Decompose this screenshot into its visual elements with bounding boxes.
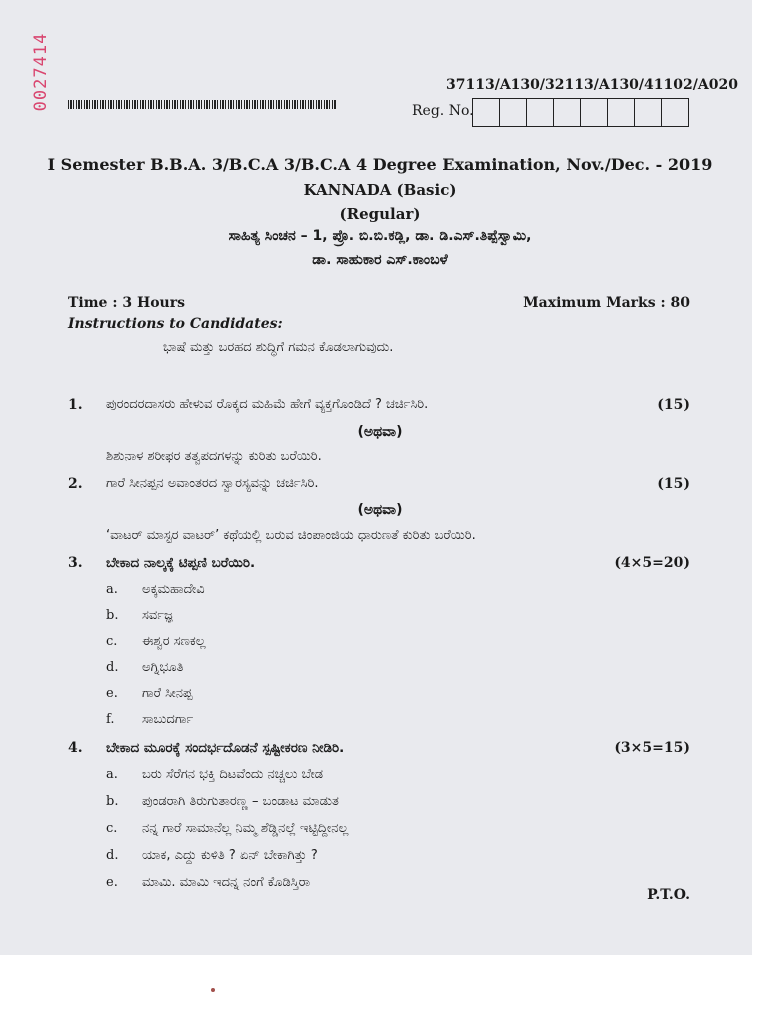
q4-item-text: ಯಾಕ, ಎದ್ದು ಕುಳಿತಿ ? ಏನ್ ಬೇಕಾಗಿತ್ತು ? bbox=[142, 848, 318, 863]
q3-text: ಬೇಕಾದ ನಾಲ್ಕಕ್ಕೆ ಟಿಪ್ಪಣಿ ಬರೆಯಿರಿ. bbox=[106, 555, 256, 571]
scheme-label: (Regular) bbox=[339, 205, 421, 223]
q3-marks: (4×5=20) bbox=[614, 555, 690, 571]
textbook-line-2: ಡಾ. ಸಾಹುಕಾರ ಎಸ್.ಕಾಂಬಳೆ bbox=[312, 252, 448, 268]
q3-item-text: ಈಶ್ವರ ಸಣಕಲ್ಲ bbox=[142, 634, 206, 649]
subject-title: KANNADA (Basic) bbox=[303, 181, 457, 199]
q3-item-letter: f. bbox=[106, 712, 115, 727]
q2-text: ಗಾರೆ ಸೀನಪ್ಪನ ಅವಾಂತರದ ಸ್ವಾರಸ್ಯವನ್ನು ಚರ್ಚಿಸಿರಿ. bbox=[106, 476, 319, 491]
q2-alt-text: ‘ವಾಟರ್ ಮಾಸ್ಟರ ವಾಟರ್’ ಕಥೆಯಲ್ಲಿ ಬರುವ ಚಿಂಪಾಂಜಿಯ ಧಾರುಣತೆ ಕುರಿತು ಬರೆಯಿರಿ. bbox=[106, 528, 476, 543]
q3-item-letter: b. bbox=[106, 608, 119, 623]
q2-marks: (15) bbox=[657, 476, 690, 492]
q3-item-text: ಗಾರೆ ಸೀನಪ್ಪ bbox=[142, 686, 193, 701]
q4-item-letter: c. bbox=[106, 821, 118, 836]
q3-item-text: ಸಾಬುದರ್ಗಾ bbox=[142, 712, 194, 727]
q1-or-label: (ಅಥವಾ) bbox=[357, 424, 403, 440]
q4-text: ಬೇಕಾದ ಮೂರಕ್ಕೆ ಸಂದರ್ಭದೊಡನೆ ಸ್ಪಷ್ಟೀಕರಣ ನೀಡಿರಿ. bbox=[106, 740, 345, 756]
reg-box bbox=[581, 99, 608, 126]
q1-alt-text: ಶಿಶುನಾಳ ಶರೀಫರ ತತ್ವಪದಗಳನ್ನು ಕುರಿತು ಬರೆಯಿರಿ. bbox=[106, 449, 322, 464]
reg-box bbox=[527, 99, 554, 126]
max-marks-label: Maximum Marks : 80 bbox=[523, 295, 690, 311]
q4-item-letter: e. bbox=[106, 875, 118, 890]
q4-marks: (3×5=15) bbox=[614, 740, 690, 756]
reg-no-label: Reg. No. bbox=[412, 103, 474, 119]
q3-item-letter: c. bbox=[106, 634, 118, 649]
reg-box bbox=[608, 99, 635, 126]
q2-or-label: (ಅಥವಾ) bbox=[357, 502, 403, 518]
q4-item-letter: d. bbox=[106, 848, 119, 863]
time-label: Time : 3 Hours bbox=[68, 295, 185, 311]
barcode bbox=[68, 100, 336, 109]
textbook-line-1: ಸಾಹಿತ್ಯ ಸಿಂಚನ – 1, ಪ್ರೊ. ಬಿ.ಬಿ.ಕಡ್ಲಿ, ಡಾ. ಡಿ.ಎಸ್.ತಿಪ್ಪೆಸ್ವಾಮಿ, bbox=[228, 228, 532, 244]
serial-number-stamp: 0027414 bbox=[31, 32, 51, 112]
q2-number: 2. bbox=[68, 476, 83, 492]
q3-item-letter: a. bbox=[106, 582, 118, 597]
q3-item-text: ಅಗ್ನಿಭೂತಿ bbox=[142, 660, 184, 675]
q1-marks: (15) bbox=[657, 397, 690, 413]
q3-number: 3. bbox=[68, 555, 83, 571]
q4-number: 4. bbox=[68, 740, 83, 756]
paper-code: 37113/A130/32113/A130/41102/A020 bbox=[446, 77, 738, 93]
q3-item-letter: e. bbox=[106, 686, 118, 701]
reg-box bbox=[635, 99, 662, 126]
q4-item-text: ಬರು ಸೆರೆಗನ ಭಕ್ತಿ ದಿಟವೆಂದು ನಚ್ಚಲು ಬೇಡ bbox=[142, 767, 324, 782]
q3-item-text: ಸರ್ವಜ್ಞ bbox=[142, 608, 173, 623]
q4-item-text: ನನ್ನ ಗಾರೆ ಸಾಮಾನೆಲ್ಲ ನಿಮ್ಮ ಶೆಡ್ಡಿನಲ್ಲೆ ಇಟ್ಟಿದ್ದೀನಲ್ಲ bbox=[142, 821, 349, 836]
scan-speck bbox=[211, 988, 215, 992]
q3-item-letter: d. bbox=[106, 660, 119, 675]
reg-box bbox=[554, 99, 581, 126]
q4-item-letter: b. bbox=[106, 794, 119, 809]
instructions-text: ಭಾಷೆ ಮತ್ತು ಬರಹದ ಶುದ್ಧಿಗೆ ಗಮನ ಕೊಡಲಾಗುವುದು. bbox=[163, 340, 394, 355]
q3-item-text: ಅಕ್ಕಮಹಾದೇವಿ bbox=[142, 582, 205, 597]
reg-box bbox=[662, 99, 688, 126]
q4-item-text: ಪುಂಡರಾಗಿ ತಿರುಗುತಾರಣ್ಣ – ಬಂಡಾಟ ಮಾಡುತ bbox=[142, 794, 339, 809]
reg-box bbox=[473, 99, 500, 126]
q4-item-letter: a. bbox=[106, 767, 118, 782]
q1-number: 1. bbox=[68, 397, 83, 413]
reg-box bbox=[500, 99, 527, 126]
q4-item-text: ಮಾಮಿ. ಮಾಮಿ ಇದನ್ನ ನಂಗೆ ಕೊಡಿಸ್ತಿರಾ bbox=[142, 875, 311, 890]
q1-text: ಪುರಂದರದಾಸರು ಹೇಳುವ ರೊಕ್ಕದ ಮಹಿಮೆ ಹೇಗೆ ವ್ಯಕ್ತಗೊಂಡಿದೆ ? ಚರ್ಚಿಸಿರಿ. bbox=[106, 397, 429, 412]
exam-title: I Semester B.B.A. 3/B.C.A 3/B.C.A 4 Degree Examination, Nov./Dec. - 2019 bbox=[47, 155, 713, 174]
pto-label: P.T.O. bbox=[647, 887, 690, 903]
instructions-label: Instructions to Candidates: bbox=[68, 316, 283, 332]
reg-no-boxes bbox=[472, 98, 689, 127]
